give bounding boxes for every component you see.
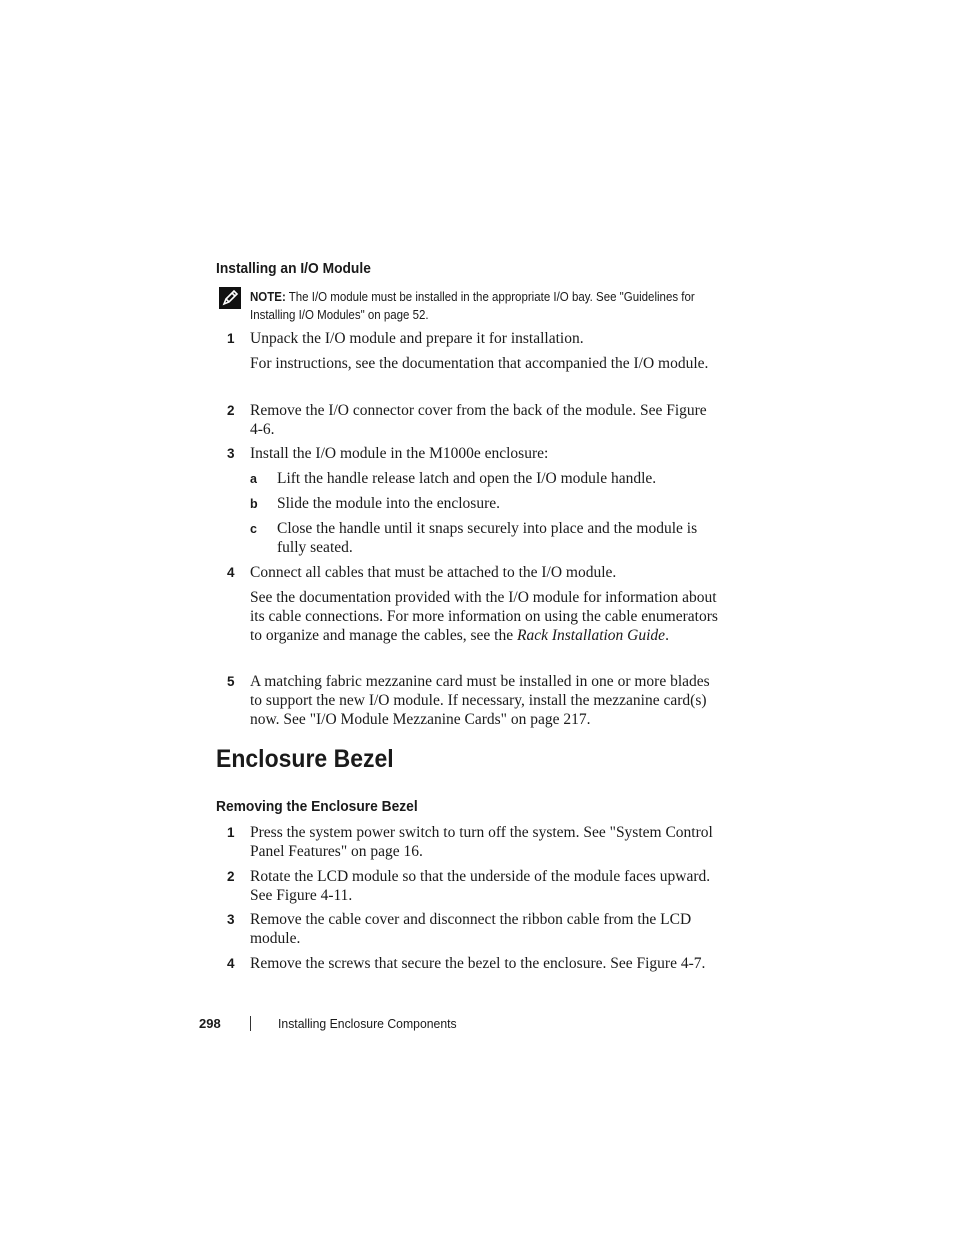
step-number: 3 (227, 446, 235, 461)
step-text: Unpack the I/O module and prepare it for installation. (250, 330, 584, 347)
section-heading-installing-io-module: Installing an I/O Module (216, 260, 371, 277)
step-extra-text-start: See the documentation provided with the I/O module for information about its cable connections. For more information on using the cable enumerators to organize and manage the cables, see the (250, 589, 718, 644)
note-body: The I/O module must be installed in the appropriate I/O bay. See "Guidelines for Installing I/O Modules" on page 52. (250, 290, 695, 322)
step-text: Install the I/O module in the M1000e enclosure: (250, 445, 549, 462)
step-text: Remove the screws that secure the bezel to the enclosure. See Figure 4-7. (250, 955, 706, 972)
step-text: Rotate the LCD module so that the underside of the module faces upward. See Figure 4-11. (250, 868, 711, 904)
step-number: 1 (227, 331, 235, 346)
step-number: 1 (227, 825, 235, 840)
substep-text: Lift the handle release latch and open the I/O module handle. (277, 470, 657, 487)
step-extra-text: For instructions, see the documentation that accompanied the I/O module. (250, 355, 709, 372)
step-number: 4 (227, 565, 235, 580)
step-extra-text (250, 588, 720, 645)
page-number: 298 (199, 1016, 221, 1031)
substep-letter: b (250, 497, 258, 511)
substep-letter: a (250, 472, 257, 486)
substep-text: Close the handle until it snaps securely into place and the module is fully seated. (277, 520, 698, 556)
footer-section-title: Installing Enclosure Components (278, 1016, 457, 1031)
step-text: Remove the I/O connector cover from the back of the module. See Figure 4-6. (250, 402, 707, 438)
step-number: 5 (227, 674, 235, 689)
section-title-enclosure-bezel: Enclosure Bezel (216, 745, 394, 773)
note-text (250, 288, 710, 324)
step-number: 2 (227, 403, 235, 418)
step-text: Press the system power switch to turn off the system. See "System Control Panel Features" on page 16. (250, 824, 713, 860)
step-text: A matching fabric mezzanine card must be installed in one or more blades to support the new I/O module. If necessary, install the mezzanine card(s) now. See "I/O Module Mezzanine Cards" on page 217. (250, 673, 710, 728)
note-label: NOTE: (250, 290, 286, 304)
footer-divider (250, 1016, 251, 1031)
substep-letter: c (250, 522, 257, 536)
pencil-note-icon (219, 287, 241, 309)
rack-installation-guide-title: Rack Installation Guide (516, 627, 666, 644)
step-text: Connect all cables that must be attached to the I/O module. (250, 564, 617, 581)
step-number: 4 (227, 956, 235, 971)
step-number: 2 (227, 869, 235, 884)
step-number: 3 (227, 912, 235, 927)
section-heading-removing-enclosure-bezel: Removing the Enclosure Bezel (216, 798, 418, 815)
step-text: Remove the cable cover and disconnect the ribbon cable from the LCD module. (250, 911, 692, 947)
step-extra-text-end: . (665, 627, 669, 644)
substep-text: Slide the module into the enclosure. (277, 495, 500, 512)
